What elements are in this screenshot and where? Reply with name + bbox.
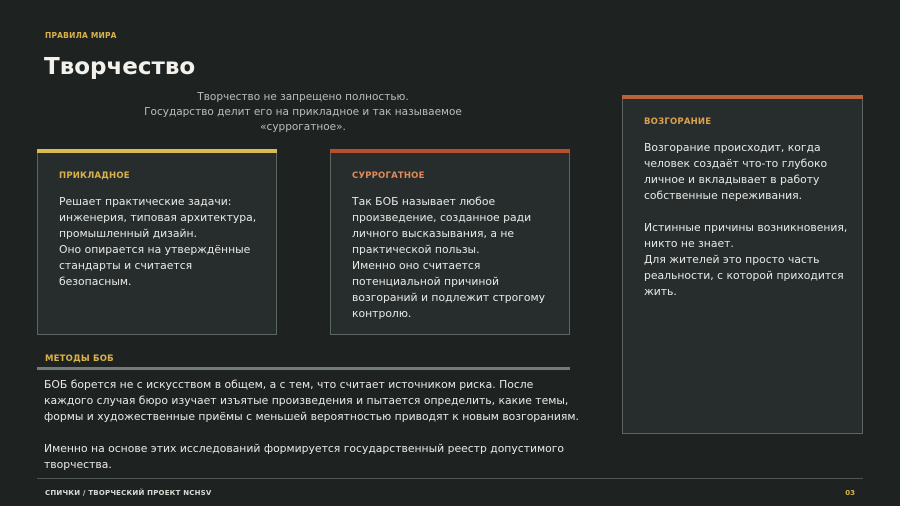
card-body: Так БОБ называет любое произведение, созданное ради личного высказывания, а не практической пользы. Именно оно считается потенциальной причиной возгораний и подлежит строгому контролю. (352, 195, 546, 320)
methods-body: БОБ борется не с искусством в общем, а с тем, что считает источником риска. После каждого случая бюро изучает изъятые произведения и пытается определить, какие темы, формы и художественные приёмы с меньшей вероятностью приводят к новым возгораниям. Именно на основе этих исследований формируется государственный реестр допустимого творчества. (44, 378, 579, 471)
card-accent-bar (37, 149, 277, 153)
methods-label: МЕТОДЫ БОБ (45, 354, 114, 364)
footer-text: СПИЧКИ / ТВОРЧЕСКИЙ ПРОЕКТ NCHSV (45, 489, 212, 497)
intro-text: Творчество не запрещено полностью. Государство делит его на прикладное и так называемое «суррогатное». (144, 91, 462, 133)
methods-divider (37, 367, 570, 370)
card-surrogate (330, 149, 570, 335)
card-body: Решает практические задачи: инженерия, типовая архитектура, промышленный дизайн. Оно опирается на утверждённые стандарты и считается безопасным. (59, 195, 257, 288)
card-ignition (622, 95, 863, 434)
card-accent-bar (622, 95, 863, 99)
card-label: ВОЗГОРАНИЕ (644, 117, 712, 127)
card-label: СУРРОГАТНОЕ (352, 171, 425, 181)
page-title: Творчество (44, 54, 196, 80)
card-label: ПРИКЛАДНОЕ (59, 171, 130, 181)
page-number: 03 (845, 489, 855, 497)
section-tag: ПРАВИЛА МИРА (45, 31, 117, 40)
card-body: Возгорание происходит, когда человек создаёт что-то глубоко личное и вкладывает в работу собственные переживания. Истинные причины возникновения, никто не знает. Для жителей это просто часть реальности, с которой приходится жить. (644, 141, 848, 298)
card-accent-bar (330, 149, 570, 153)
footer-divider (37, 478, 863, 479)
card-applied (37, 149, 277, 335)
